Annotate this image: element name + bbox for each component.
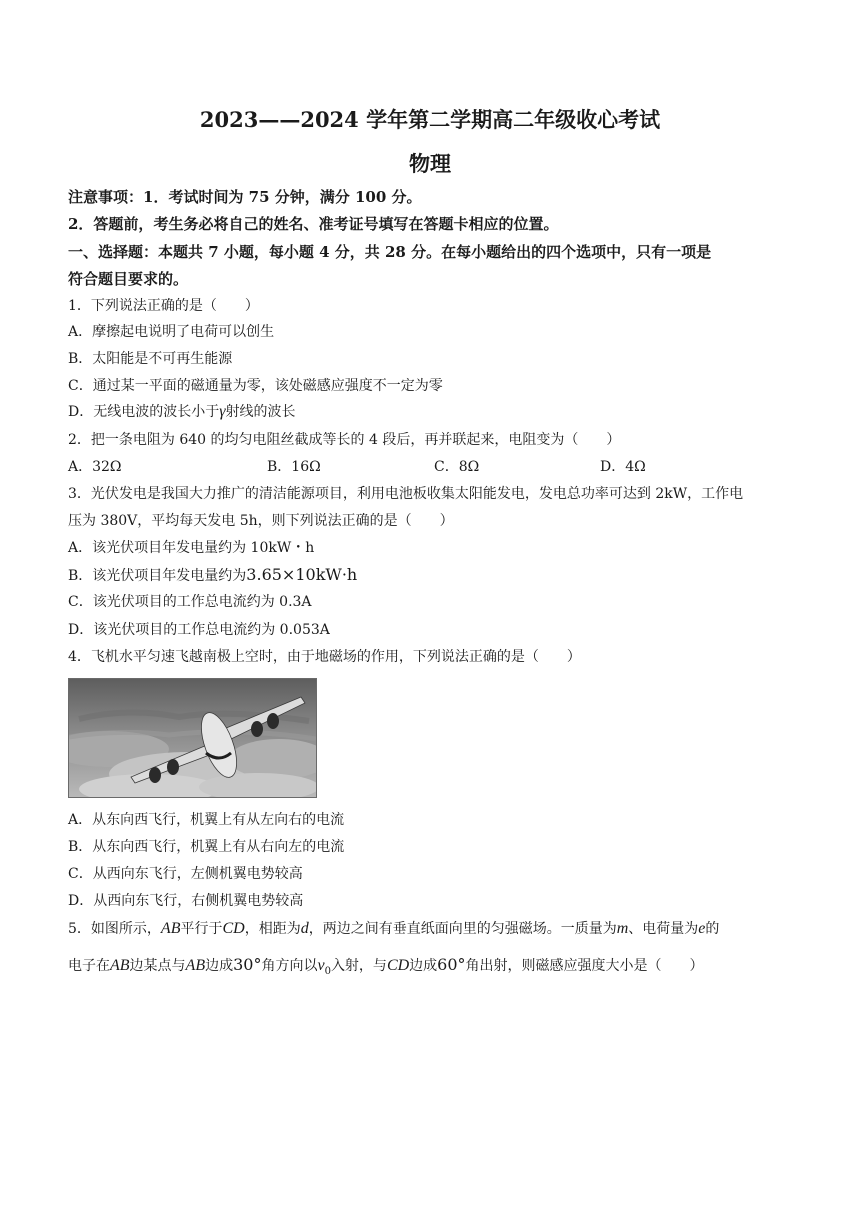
- mass-m: m: [616, 920, 629, 937]
- q3-stem-line-2: 压为 380V，平均每天发电 5h，则下列说法正确的是（ ）: [68, 513, 454, 529]
- q5-text: 边某点与: [129, 958, 186, 974]
- angle-60: 60°: [437, 955, 466, 974]
- q3-option-b: [68, 565, 357, 586]
- airplane-photo-drawing: [69, 679, 316, 797]
- charge-e: e: [698, 920, 706, 937]
- q5-text: 、电荷量为: [628, 921, 699, 937]
- q5-stem-line-1: [68, 918, 719, 940]
- segment-cd: CD: [222, 920, 245, 937]
- segment-ab: AB: [185, 957, 206, 974]
- q2-option-b: B．16Ω: [267, 459, 321, 475]
- segment-ab: AB: [160, 920, 181, 937]
- q1-option-b: B．太阳能是不可再生能源: [68, 351, 233, 367]
- gamma-symbol: γ: [219, 403, 226, 420]
- q5-text: 电子在: [68, 958, 110, 974]
- velocity-v: v: [317, 957, 325, 974]
- q2-option-d: D．4Ω: [600, 459, 646, 475]
- velocity-subscript: 0: [324, 965, 331, 977]
- notes-line-2: 2．答题前，考生务必将自己的姓名、准考证号填写在答题卡相应的位置。: [68, 215, 559, 233]
- q4-option-b: B．从东向西飞行，机翼上有从右向左的电流: [68, 839, 345, 855]
- q3-option-c: C．该光伏项目的工作总电流约为 0.3A: [68, 594, 312, 610]
- q1-option-c: C．通过某一平面的磁通量为零，该处磁感应强度不一定为零: [68, 378, 443, 394]
- q1-stem: 1．下列说法正确的是（ ）: [68, 298, 259, 314]
- section-heading-line-1: 一、选择题：本题共 7 小题，每小题 4 分，共 28 分。在每小题给出的四个选项中，只有一项是: [68, 243, 712, 261]
- q3-option-b-pre: B．该光伏项目年发电量约为: [68, 568, 247, 584]
- q3-option-d: D．该光伏项目的工作总电流约为 0.053A: [68, 622, 330, 638]
- q1-option-d-post: 射线的波长: [225, 404, 296, 420]
- segment-ab: AB: [110, 957, 130, 974]
- q5-text: 边成: [205, 958, 234, 974]
- q1-option-d: [68, 402, 296, 422]
- q4-stem: 4．飞机水平匀速飞越南极上空时，由于地磁场的作用，下列说法正确的是（ ）: [68, 649, 581, 665]
- q5-text: ，两边之间有垂直纸面向里的匀强磁场。一质量为: [308, 921, 617, 937]
- q5-text: 边成: [409, 958, 438, 974]
- q5-stem-line-2: [68, 954, 704, 983]
- q4-option-c: C．从西向东飞行，左侧机翼电势较高: [68, 866, 303, 882]
- q5-text: 的: [705, 921, 720, 937]
- q5-text: ，相距为: [244, 921, 301, 937]
- exam-title: 2023——2024 学年第二学期高二年级收心考试: [199, 107, 661, 132]
- q4-option-a: A．从东向西飞行，机翼上有从左向右的电流: [68, 812, 345, 828]
- q5-text: 角出射，则磁感应强度大小是（ ）: [465, 958, 704, 974]
- q3-option-a: A．该光伏项目年发电量约为 10kW・h: [68, 540, 315, 556]
- q5-text: 5．如图所示，: [68, 921, 161, 937]
- q3-option-b-value: 3.65×10kW·h: [246, 565, 358, 584]
- distance-d: d: [300, 920, 309, 937]
- q1-option-a: A．摩擦起电说明了电荷可以创生: [68, 324, 275, 340]
- q5-text: 角方向以: [261, 958, 318, 974]
- q2-stem: 2．把一条电阻为 640 的均匀电阻丝截成等长的 4 段后，再并联起来，电阻变为（ ）: [68, 432, 621, 448]
- q1-option-d-pre: D．无线电波的波长小于: [68, 404, 220, 420]
- segment-cd: CD: [386, 957, 410, 974]
- angle-30: 30°: [233, 955, 262, 974]
- subject-title: 物理: [409, 151, 451, 176]
- airplane-photo: [68, 678, 317, 798]
- notes-line-1: 注意事项：1．考试时间为 75 分钟，满分 100 分。: [68, 188, 422, 206]
- q4-option-d: D．从西向东飞行，右侧机翼电势较高: [68, 893, 304, 909]
- q3-stem-line-1: 3．光伏发电是我国大力推广的清洁能源项目，利用电池板收集太阳能发电，发电总功率可达到 2kW，工作电: [68, 486, 744, 502]
- q2-option-a: A．32Ω: [68, 459, 122, 475]
- q5-text: 平行于: [180, 921, 223, 937]
- q2-option-c: C．8Ω: [434, 459, 480, 475]
- section-heading-line-2: 符合题目要求的。: [68, 270, 189, 288]
- q5-text: 入射，与: [330, 958, 387, 974]
